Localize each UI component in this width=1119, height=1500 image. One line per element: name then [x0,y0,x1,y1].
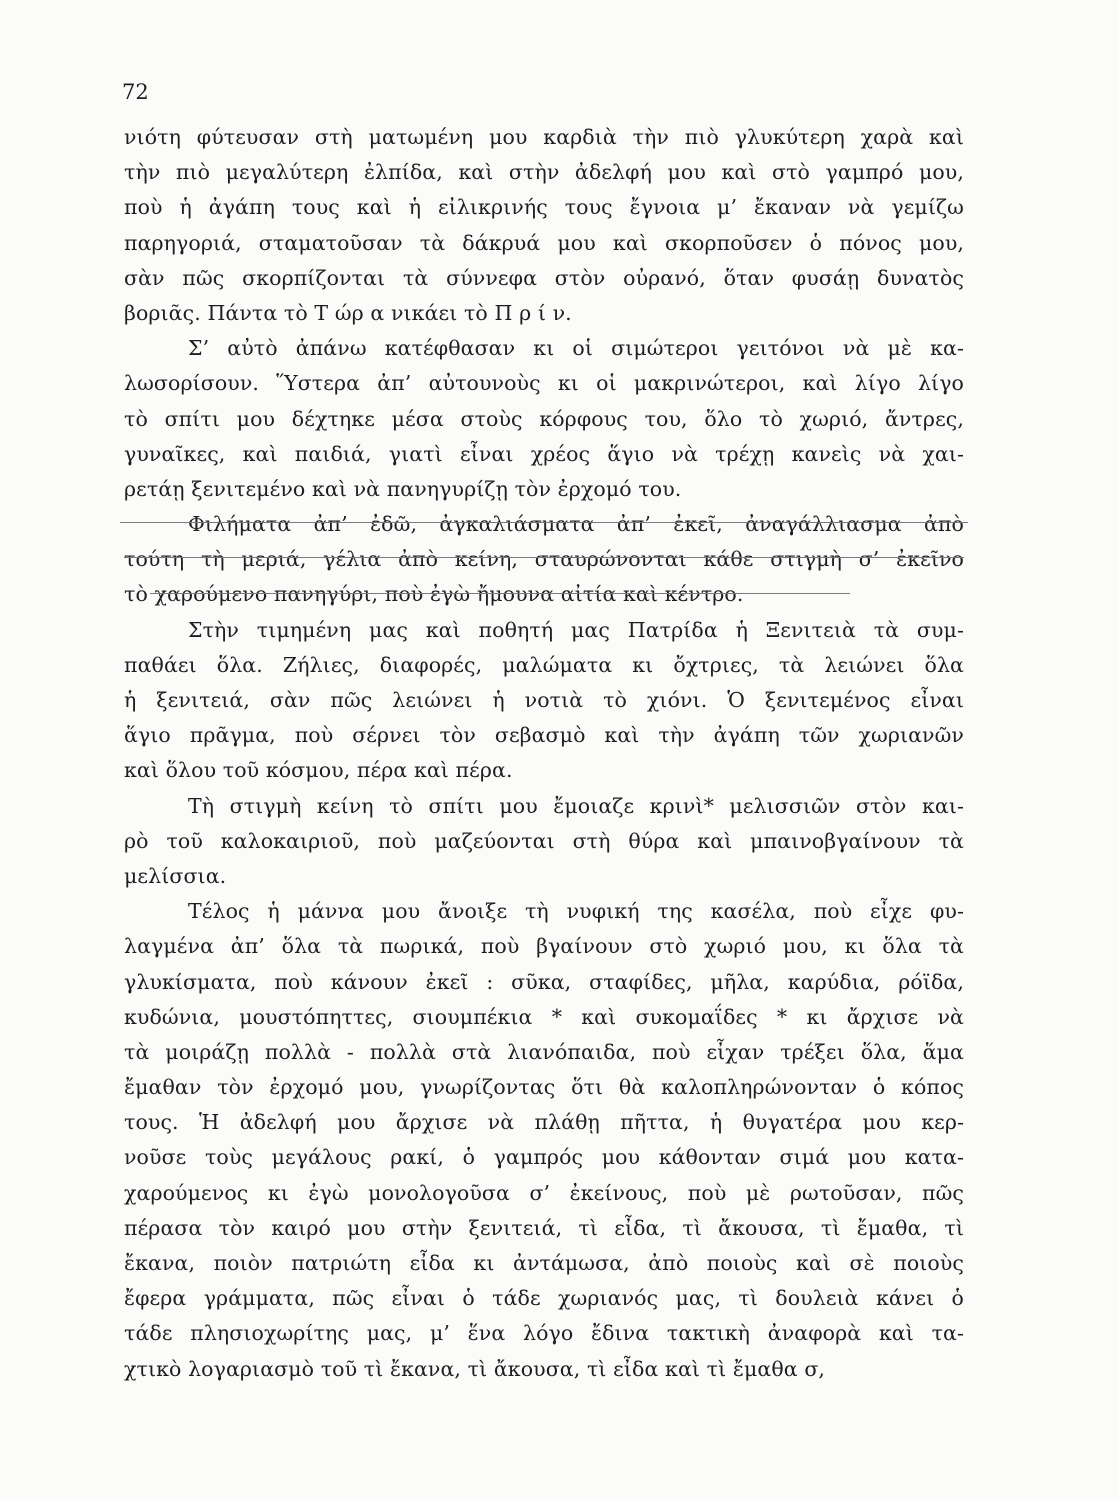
text-line: χαρούμενος κι ἐγὼ μονολογοῦσα σ’ ἐκείνους, ποὺ μὲ ρωτοῦσαν, πῶς [124,1180,964,1205]
body-text [124,120,964,1387]
text-line: τάδε πλησιοχωρίτης μας, μ’ ἕνα λόγο ἔδινα τακτικὴ ἀναφορὰ καὶ τα- [124,1321,964,1346]
text-line: Τὴ στιγμὴ κείνη τὸ σπίτι μου ἔμοιαζε κρινὶ* μελισσιῶν στὸν και- [188,793,964,818]
text-line: ἅγιο πρᾶγμα, ποὺ σέρνει τὸν σεβασμὸ καὶ τὴν ἀγάπη τῶν χωριανῶν [124,723,964,748]
text-line: τὴν πιὸ μεγαλύτερη ἐλπίδα, καὶ στὴν ἀδελφή μου καὶ στὸ γαμπρό μου, [124,160,964,185]
text-line: Σ’ αὐτὸ ἀπάνω κατέφθασαν κι οἱ σιμώτεροι γειτόνοι νὰ μὲ κα- [188,336,964,361]
page-number: 72 [122,80,149,104]
text-line: γυναῖκες, καὶ παιδιά, γιατὶ εἶναι χρέος ἅγιο νὰ τρέχῃ κανεὶς νὰ χαι- [124,441,964,466]
text-line: τους. Ἡ ἀδελφή μου ἄρχισε νὰ πλάθῃ πῆττα, ἡ θυγατέρα μου κερ- [124,1110,964,1135]
text-line: τὸ σπίτι μου δέχτηκε μέσα στοὺς κόρφους του, ὅλο τὸ χωριό, ἄντρες, [124,406,964,431]
text-line: τὸ χαρούμενο πανηγύρι, ποὺ ἐγὼ ἤμουνα αἰτία καὶ κέντρο. [124,582,744,607]
text-line: μελίσσια. [124,863,227,888]
text-line: ἔφερα γράμματα, πῶς εἶναι ὁ τάδε χωριανός μας, τὶ δουλειὰ κάνει ὁ [124,1286,964,1311]
text-line: ρετάῃ ξενιτεμένο καὶ νὰ πανηγυρίζῃ τὸν ἐρχομό του. [124,476,682,501]
text-line: βοριᾶς. Πάντα τὸ Τ ώρ α νικάει τὸ Π ρ ί ν. [124,300,572,325]
text-line: Τέλος ἡ μάννα μου ἄνοιξε τὴ νυφική της κασέλα, ποὺ εἶχε φυ- [188,899,964,924]
text-line: Στὴν τιμημένη μας καὶ ποθητή μας Πατρίδα ἡ Ξενιτειὰ τὰ συμ- [188,617,964,642]
text-line: τὰ μοιράζῃ πολλὰ - πολλὰ στὰ λιανόπαιδα, ποὺ εἶχαν τρέξει ὅλα, ἅμα [124,1039,964,1064]
text-line: γλυκίσματα, ποὺ κάνουν ἐκεῖ : σῦκα, σταφίδες, μῆλα, καρύδια, ρόϊδα, [124,969,964,994]
text-line: λωσορίσουν. Ὕστερα ἀπ’ αὐτουνοὺς κι οἱ μακρινώτεροι, καὶ λίγο λίγο [124,371,964,396]
text-line: σὰν πῶς σκορπίζονται τὰ σύννεφα στὸν οὐρανό, ὅταν φυσάῃ δυνατὸς [124,265,964,290]
text-line: παθάει ὅλα. Ζήλιες, διαφορές, μαλώματα κι ὄχτριες, τὰ λειώνει ὅλα [124,652,964,677]
text-line: καὶ ὅλου τοῦ κόσμου, πέρα καὶ πέρα. [124,758,513,783]
text-line: ἔκανα, ποιὸν πατριώτη εἶδα κι ἀντάμωσα, ἀπὸ ποιοὺς καὶ σὲ ποιοὺς [124,1251,964,1275]
text-line: χτικὸ λογαριασμὸ τοῦ τὶ ἔκανα, τὶ ἄκουσα, τὶ εἶδα καὶ τὶ ἔμαθα σ, [124,1356,826,1381]
text-line: ρὸ τοῦ καλοκαιριοῦ, ποὺ μαζεύονται στὴ θύρα καὶ μπαινοβγαίνουν τὰ [124,828,964,853]
text-line: Φιλήματα ἀπ’ ἐδῶ, ἀγκαλιάσματα ἀπ’ ἐκεῖ, ἀναγάλλιασμα ἀπὸ [188,512,964,537]
text-line: νοῦσε τοὺς μεγάλους ρακί, ὁ γαμπρός μου κάθονταν σιμά μου κατα- [124,1145,964,1170]
pencil-underline [150,593,850,594]
text-line: κυδώνια, μουστόπηττες, σιουμπέκια * καὶ συκομαΐδες * κι ἄρχισε νὰ [124,1004,964,1029]
text-line: παρηγοριά, σταματοῦσαν τὰ δάκρυά μου καὶ σκορποῦσεν ὁ πόνος μου, [124,230,964,255]
pencil-underline [120,522,968,523]
text-line: ἔμαθαν τὸν ἐρχομό μου, γνωρίζοντας ὅτι θὰ καλοπληρώνονταν ὁ κόπος [124,1075,964,1100]
pencil-underline [124,557,964,558]
text-line: πέρασα τὸν καιρό μου στὴν ξενιτειά, τὶ εἶδα, τὶ ἄκουσα, τὶ ἔμαθα, τὶ [124,1215,964,1240]
text-line: ποὺ ἡ ἀγάπη τους καὶ ἡ εἰλικρινής τους ἔγνοια μ’ ἔκαναν νὰ γεμίζω [124,195,964,220]
text-line: λαγμένα ἀπ’ ὅλα τὰ πωρικά, ποὺ βγαίνουν στὸ χωριό μου, κι ὅλα τὰ [124,934,964,959]
text-line: νιότη φύτευσαν στὴ ματωμένη μου καρδιὰ τὴν πιὸ γλυκύτερη χαρὰ καὶ [124,125,964,149]
text-line: τούτη τὴ μεριά, γέλια ἀπὸ κείνη, σταυρώνονται κάθε στιγμὴ σ’ ἐκεῖνο [124,547,964,572]
text-line: ἡ ξενιτειά, σὰν πῶς λειώνει ἡ νοτιὰ τὸ χιόνι. Ὁ ξενιτεμένος εἶναι [124,688,964,712]
